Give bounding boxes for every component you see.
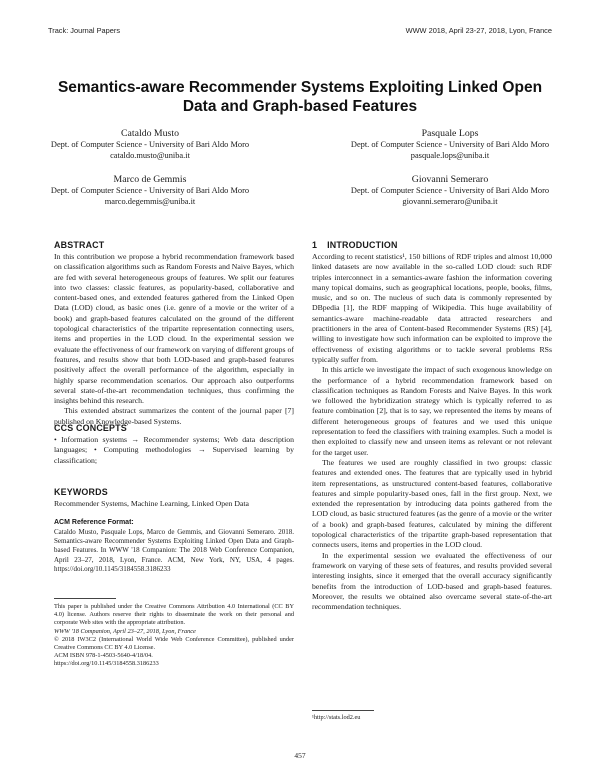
author-name: Cataldo Musto xyxy=(121,128,179,139)
venue-label: WWW 2018, April 23-27, 2018, Lyon, France xyxy=(405,26,552,35)
author-block xyxy=(320,128,580,161)
author-block xyxy=(20,174,280,207)
intro-paragraph: According to recent statistics¹, 150 billions of RDF triples and almost 10,000 linked datasets are now available in the so-called LOD cloud: such RDF triples interconnect in a semantics-aware fashion the information covering many topical domains, such as geographical locations, people, books, films, music, and so on. The nucleus of such data is commonly represented by DBpedia [1], the RDF mapping of Wikipedia. This huge availability of semantics-aware machine-readable data attracted researchers and practitioners in the area of Content-based Recommender Systems (RS) [4], willing to investigate how such information can be exploited to improve the effectiveness of existing algorithms or to tackle several problems RSs typically suffer from. xyxy=(312,252,552,364)
author-email[interactable]: cataldo.musto@uniba.it xyxy=(110,150,190,160)
intro-paragraph: In the experimental session we evaluated the effectiveness of our framework on varying of these sets of features, and results provided several interesting insights, since it emerged that the overall accuracy significantly benefits from the introduction of LOD-based and graph-based features. Moreover, the results we obtained also overcame several state-of-the-art recommendation techniques. xyxy=(312,550,552,612)
intro-paragraph: In this article we investigate the impact of such exogenous knowledge on the performance of a hybrid recommendation framework based on classification techniques as Random Forests and Naive Bayes. In this work we followed the hybridization strategy which is typically referred to as feature combination [2], that is to say, we represented the items by means of different heterogeneous groups of features and we used this unique representation to feed the classifiers with training examples. Such a model is then exploited to classify new and unseen items as relevant or not relevant for the target user. xyxy=(312,365,552,457)
conference-line: WWW '18 Companion, April 23–27, 2018, Lyon, France xyxy=(54,627,196,635)
author-affiliation: Dept. of Computer Science - University of Bari Aldo Moro xyxy=(50,186,250,195)
track-label: Track: Journal Papers xyxy=(48,26,121,35)
doi-link[interactable]: https://doi.org/10.1145/3184558.3186233 xyxy=(54,660,159,668)
footnote-rule xyxy=(312,710,374,711)
paper-title: Semantics-aware Recommender Systems Exploiting Linked Open Data and Graph-based Features xyxy=(57,79,543,115)
license-text: This paper is published under the Creative Commons Attribution 4.0 International (CC BY 4.0) license. Authors reserve their rights to disseminate the work on their personal and corporate Web sites with the appropriate attribution. xyxy=(54,603,294,627)
isbn-text: ACM ISBN 978-1-4503-5640-4/18/04. xyxy=(54,652,153,660)
abstract-heading: ABSTRACT xyxy=(54,240,105,250)
acm-ref-text: Cataldo Musto, Pasquale Lops, Marco de Gemmis, and Giovanni Semeraro. 2018. Semantics-aware Recommender Systems Exploiting Linked Open Data and Graph-based Features. In WWW '18 Companion: The 2018 Web Conference Companion, April 23–27, 2018, Lyon, France. ACM, New York, NY, USA, 4 pages. https://doi.org/10.1145/3184558.3186233 xyxy=(54,528,294,573)
license-block xyxy=(54,603,294,669)
author-affiliation: Dept. of Computer Science - University of Bari Aldo Moro xyxy=(350,186,550,195)
author-email[interactable]: giovanni.semeraro@uniba.it xyxy=(402,196,498,206)
page-number: 457 xyxy=(294,751,306,760)
footnote-text[interactable]: ¹http://stats.lod2.eu xyxy=(312,714,361,721)
author-affiliation: Dept. of Computer Science - University of Bari Aldo Moro xyxy=(50,140,250,149)
author-name: Giovanni Semeraro xyxy=(411,174,489,185)
author-email[interactable]: marco.degemmis@uniba.it xyxy=(104,196,196,206)
abstract-paragraph: This extended abstract summarizes the content of the journal paper [7] published on Knowledge-based Systems. xyxy=(54,406,294,426)
intro-paragraph: The features we used are roughly classified in two groups: classic features and extended ones. The features that are typically used in hybrid item representations, as unstructured content-based features, collaborative features and simple popularity-based ones, fall in the first group. Next, we extended the representation by introducing data points gathered from the LOD cloud, as basic structured features (as the genre of a movie or the writer of a book) and graph-based features, calculated by mining the different topological characteristics of the tripartite graph-based representation that connects users, items and properties in the LOD cloud. xyxy=(312,457,552,550)
intro-body xyxy=(312,252,552,612)
section-number: 1 xyxy=(312,240,318,250)
section-title: INTRODUCTION xyxy=(327,240,398,250)
author-name: Pasquale Lops xyxy=(421,128,479,139)
author-block xyxy=(320,174,580,207)
copyright-text: © 2018 IW3C2 (International World Wide Web Conference Committee), published under Creative Commons CC BY 4.0 License. xyxy=(54,635,294,652)
ccs-heading: CCS CONCEPTS xyxy=(54,423,127,433)
author-block xyxy=(20,128,280,161)
keywords-heading: KEYWORDS xyxy=(54,487,108,497)
keywords-text: Recommender Systems, Machine Learning, Linked Open Data xyxy=(54,499,249,508)
intro-heading xyxy=(312,240,398,250)
author-affiliation: Dept. of Computer Science - University of Bari Aldo Moro xyxy=(350,140,550,149)
abstract-paragraph: In this contribution we propose a hybrid recommendation framework based on classification algorithms such as Random Forests and Naive Bayes, which are fed with several heterogeneous groups of features. We split our features into two classes: classic features, as popularity-based, collaborative and content-based ones, and extended features gathered from the Linked Open Data (LOD) cloud, as basic ones (i.e. genre of a movie or the writer of a book) and graph-based features calculated on the ground of the different topological characteristics of the tripartite representation connecting users, items and properties in the LOD cloud. In the experimental session we evaluate the effectiveness of our framework on varying of different groups of features, and results show that both LOD-based and graph-based features positively affect the overall performance of the algorithm, especially in highly sparse recommendation scenarios. Our approach also outperforms several state-of-the-art recommendation techniques, thus confirming the insights behind this research. xyxy=(54,252,294,406)
author-name: Marco de Gemmis xyxy=(113,174,187,185)
author-email[interactable]: pasquale.lops@uniba.it xyxy=(410,150,490,160)
abstract-body xyxy=(54,252,294,427)
acm-ref-heading: ACM Reference Format: xyxy=(54,519,134,526)
ccs-text: • Information systems → Recommender systems; Web data description languages; • Computing methodologies → Supervised learning by classification; xyxy=(54,435,294,465)
footnote-rule xyxy=(54,598,116,599)
